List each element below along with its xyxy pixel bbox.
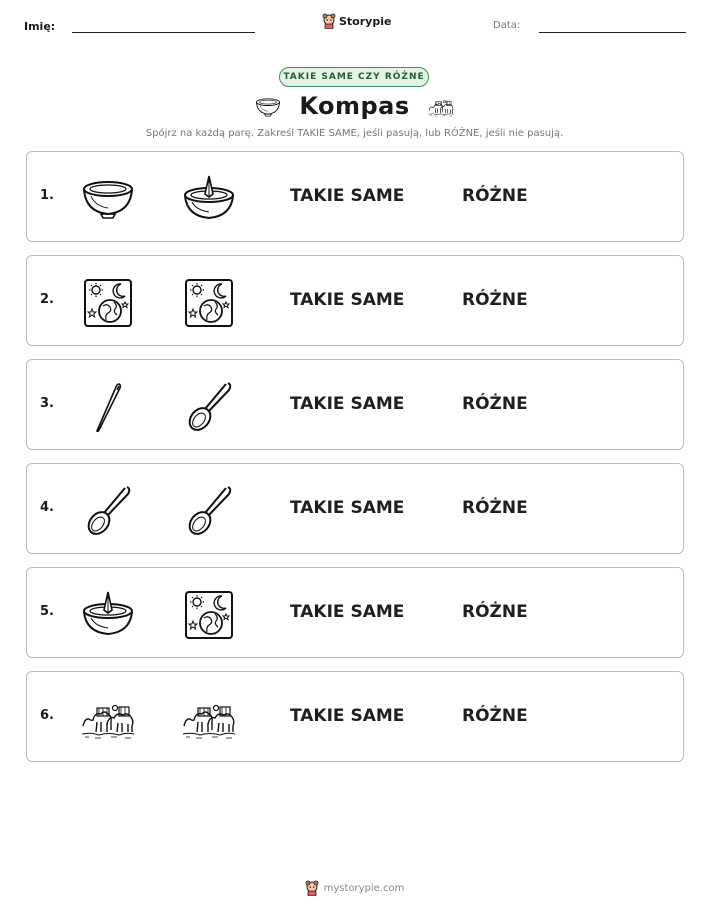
question-card xyxy=(26,463,684,554)
storypie-logo-icon xyxy=(305,880,319,896)
question-number: 1. xyxy=(40,188,54,203)
spoon-icon xyxy=(81,484,135,538)
option-rozne[interactable]: RÓŻNE xyxy=(462,394,528,414)
worksheet-badge: TAKIE SAME CZY RÓŻNE xyxy=(279,67,429,87)
question-card xyxy=(26,255,684,346)
compass-icon xyxy=(182,172,236,226)
globe-card-icon xyxy=(81,276,135,330)
camel-caravan-icon xyxy=(81,692,135,746)
option-takie-same[interactable]: TAKIE SAME xyxy=(290,602,405,622)
question-number: 2. xyxy=(40,292,54,307)
bowl-icon xyxy=(251,94,285,118)
footer-url[interactable]: mystorypie.com xyxy=(323,882,405,894)
question-card xyxy=(26,359,684,450)
question-card xyxy=(26,671,684,762)
question-number: 3. xyxy=(40,396,54,411)
option-takie-same[interactable]: TAKIE SAME xyxy=(290,394,405,414)
question-card xyxy=(26,151,684,242)
page-title: Kompas xyxy=(299,92,410,120)
question-number: 5. xyxy=(40,604,54,619)
brand-name: Storypie xyxy=(339,14,392,28)
question-number: 6. xyxy=(40,708,54,723)
instructions: Spójrz na każdą parę. Zakreśl TAKIE SAME, jeśli pasują, lub RÓŻNE, jeśli nie pasują. xyxy=(145,128,564,139)
spoon-icon xyxy=(182,484,236,538)
question-card xyxy=(26,567,684,658)
question-number: 4. xyxy=(40,500,54,515)
brand-logo xyxy=(322,13,391,29)
needle-icon xyxy=(81,380,135,434)
date-label: Data: xyxy=(493,20,521,31)
option-rozne[interactable]: RÓŻNE xyxy=(462,706,528,726)
footer xyxy=(0,880,709,896)
spoon-icon xyxy=(182,380,236,434)
option-rozne[interactable]: RÓŻNE xyxy=(462,498,528,518)
option-rozne[interactable]: RÓŻNE xyxy=(462,186,528,206)
name-line[interactable] xyxy=(72,32,255,33)
option-takie-same[interactable]: TAKIE SAME xyxy=(290,498,405,518)
globe-card-icon xyxy=(182,588,236,642)
bowl-icon xyxy=(81,172,135,226)
globe-card-icon xyxy=(182,276,236,330)
option-rozne[interactable]: RÓŻNE xyxy=(462,290,528,310)
option-takie-same[interactable]: TAKIE SAME xyxy=(290,290,405,310)
camel-caravan-icon xyxy=(182,692,236,746)
compass-icon xyxy=(81,588,135,642)
option-takie-same[interactable]: TAKIE SAME xyxy=(290,186,405,206)
option-takie-same[interactable]: TAKIE SAME xyxy=(290,706,405,726)
option-rozne[interactable]: RÓŻNE xyxy=(462,602,528,622)
camel-caravan-icon xyxy=(424,94,458,118)
title-row xyxy=(0,92,709,120)
storypie-logo-icon xyxy=(322,13,336,29)
name-label: Imię: xyxy=(24,20,56,33)
date-line[interactable] xyxy=(539,32,686,33)
